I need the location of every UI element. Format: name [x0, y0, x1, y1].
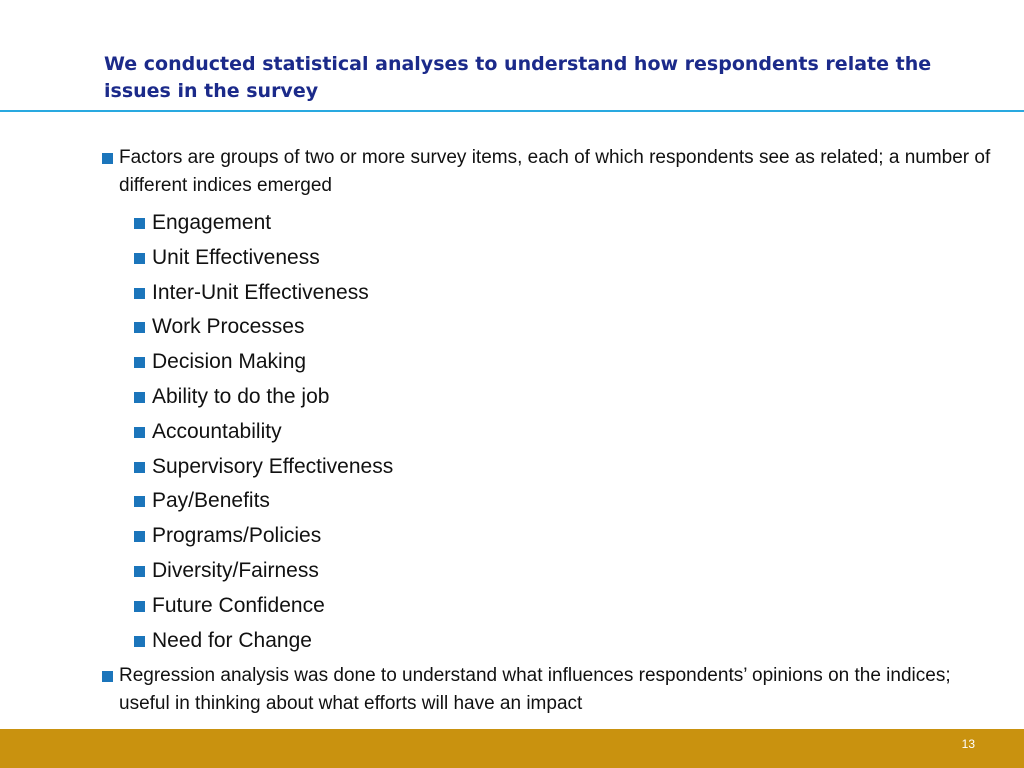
square-bullet-icon	[134, 218, 145, 229]
square-bullet-icon	[134, 636, 145, 647]
index-list	[0, 206, 1024, 658]
index-label: Supervisory Effectiveness	[152, 454, 394, 478]
square-bullet-icon	[134, 427, 145, 438]
index-item	[0, 380, 1024, 415]
index-item	[0, 519, 1024, 554]
square-bullet-icon	[134, 496, 145, 507]
square-bullet-icon	[134, 462, 145, 473]
index-item	[0, 484, 1024, 519]
square-bullet-icon	[102, 671, 113, 682]
slide-content	[0, 144, 1024, 718]
index-label: Decision Making	[152, 350, 307, 374]
square-bullet-icon	[134, 253, 145, 264]
index-item	[0, 206, 1024, 241]
index-item	[0, 554, 1024, 589]
index-label: Diversity/Fairness	[152, 558, 319, 582]
index-label: Accountability	[152, 419, 282, 443]
index-label: Work Processes	[152, 315, 305, 339]
bullet-factors	[0, 144, 1024, 200]
index-item	[0, 450, 1024, 485]
square-bullet-icon	[134, 322, 145, 333]
square-bullet-icon	[102, 153, 113, 164]
square-bullet-icon	[134, 288, 145, 299]
square-bullet-icon	[134, 566, 145, 577]
index-label: Future Confidence	[152, 593, 325, 617]
page-number: 13	[961, 737, 975, 751]
bullet-regression	[0, 662, 1024, 718]
slide-title: We conducted statistical analyses to understand how respondents relate the issues in the survey	[104, 53, 932, 102]
index-label: Unit Effectiveness	[152, 245, 320, 269]
index-label: Programs/Policies	[152, 524, 322, 548]
square-bullet-icon	[134, 357, 145, 368]
square-bullet-icon	[134, 392, 145, 403]
index-item	[0, 415, 1024, 450]
index-item	[0, 276, 1024, 311]
index-label: Need for Change	[152, 628, 312, 652]
square-bullet-icon	[134, 601, 145, 612]
index-label: Ability to do the job	[152, 384, 330, 408]
index-item	[0, 624, 1024, 659]
index-item	[0, 241, 1024, 276]
index-item	[0, 589, 1024, 624]
index-item	[0, 345, 1024, 380]
square-bullet-icon	[134, 531, 145, 542]
title-divider	[0, 110, 1024, 112]
bullet-text: Factors are groups of two or more survey items, each of which respondents see as related; a number of different indices emerged	[119, 147, 991, 196]
index-label: Inter-Unit Effectiveness	[152, 280, 369, 304]
index-label: Engagement	[152, 211, 272, 234]
index-item	[0, 310, 1024, 345]
index-label: Pay/Benefits	[152, 489, 270, 513]
bullet-text: Regression analysis was done to understand what influences respondents’ opinions on the indices; useful in thinking about what efforts will have an impact	[119, 665, 951, 715]
footer-bar	[0, 729, 1024, 768]
